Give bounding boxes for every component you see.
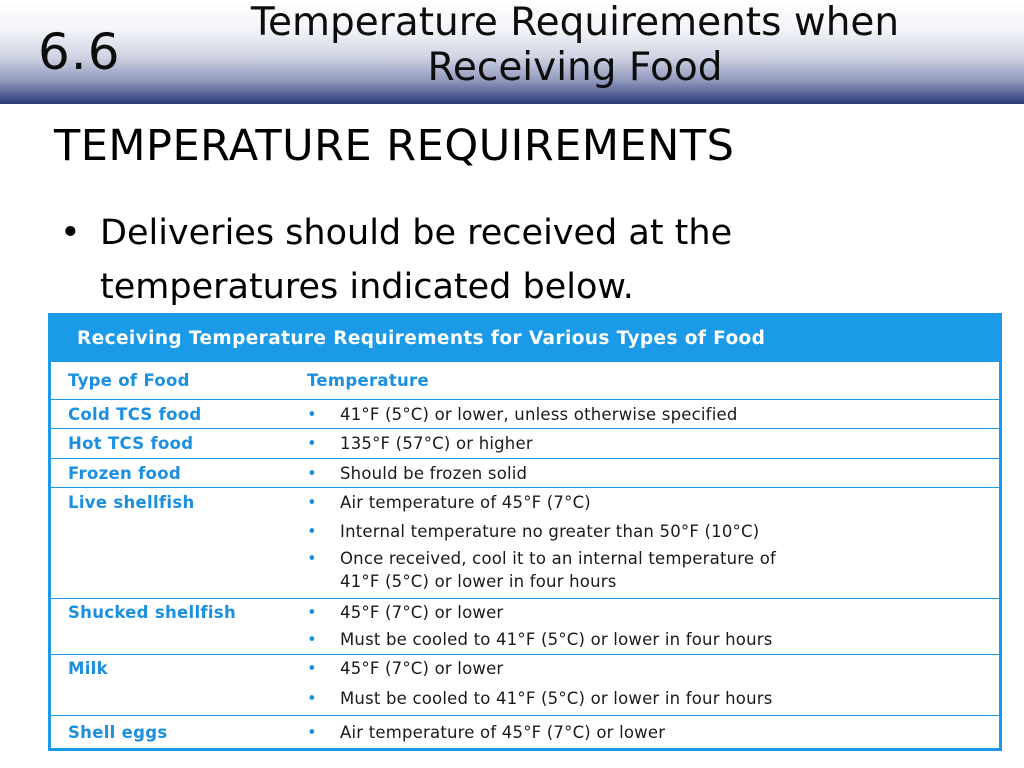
- temperature-cell: [307, 400, 987, 429]
- table-row: [51, 715, 999, 748]
- bullet-icon: •: [307, 522, 317, 541]
- requirement-text: Air temperature of 45°F (7°C) or lower: [340, 723, 666, 742]
- requirement-item: [307, 684, 987, 713]
- table-row: [51, 598, 999, 654]
- requirement-text: 45°F (7°C) or lower: [340, 603, 504, 622]
- bullet-text: [100, 206, 820, 314]
- requirement-item: [307, 626, 987, 653]
- requirement-text: Must be cooled to 41°F (5°C) or lower in four hours: [340, 689, 773, 708]
- requirement-item: [307, 599, 987, 626]
- temperature-table: [48, 313, 1002, 751]
- bullet-icon: •: [307, 464, 317, 483]
- requirement-text: 41°F (5°C) or lower in four hours: [340, 572, 617, 591]
- temperature-cell: [307, 488, 987, 594]
- requirement-item-continued: [307, 570, 987, 594]
- requirement-item: [307, 546, 987, 570]
- temperature-cell: [307, 459, 987, 488]
- bullet-icon: •: [307, 549, 317, 568]
- requirement-text: Should be frozen solid: [340, 464, 528, 483]
- food-type: Milk: [68, 659, 108, 678]
- food-type: Shell eggs: [68, 723, 168, 742]
- food-type: Live shellfish: [68, 493, 195, 512]
- bullet-icon: •: [307, 630, 317, 649]
- requirement-item: [307, 400, 987, 429]
- requirement-item: [307, 716, 987, 749]
- slide-heading: TEMPERATURE REQUIREMENTS: [54, 121, 735, 171]
- bullet-icon: •: [307, 603, 317, 622]
- table-row: [51, 654, 999, 715]
- table-title: Receiving Temperature Requirements for Various Types of Food: [77, 328, 766, 349]
- table-header-row: [51, 362, 999, 399]
- food-type: Frozen food: [68, 464, 181, 483]
- requirement-text: 135°F (57°C) or higher: [340, 434, 533, 453]
- requirement-text: 41°F (5°C) or lower, unless otherwise specified: [340, 405, 738, 424]
- bullet-dot-icon: •: [60, 213, 81, 253]
- temperature-cell: [307, 716, 987, 749]
- table-row: [51, 487, 999, 598]
- temperature-cell: [307, 655, 987, 713]
- column-header-type: Type of Food: [68, 371, 190, 390]
- requirement-text: Internal temperature no greater than 50°F (10°C): [340, 522, 760, 541]
- section-number: 6.6: [38, 23, 121, 81]
- requirement-item: [307, 655, 987, 684]
- bullet-line-1: Deliveries should be received at the: [100, 213, 733, 253]
- temperature-cell: [307, 599, 987, 653]
- requirement-item: [307, 517, 987, 546]
- requirement-text: Once received, cool it to an internal temperature of: [340, 549, 776, 568]
- header-title-line-2: Receiving Food: [427, 45, 723, 90]
- bullet-icon: •: [307, 723, 317, 742]
- table-body: [51, 362, 999, 748]
- food-type: Hot TCS food: [68, 434, 194, 453]
- requirement-text: 45°F (7°C) or lower: [340, 659, 504, 678]
- bullet-icon: •: [307, 659, 317, 678]
- requirement-text: Air temperature of 45°F (7°C): [340, 493, 591, 512]
- bullet-icon: •: [307, 434, 317, 453]
- food-type: Shucked shellfish: [68, 603, 237, 622]
- requirement-text: Must be cooled to 41°F (5°C) or lower in four hours: [340, 630, 773, 649]
- bullet-icon: •: [307, 493, 317, 512]
- requirement-item: [307, 429, 987, 458]
- requirement-item: [307, 459, 987, 488]
- temperature-cell: [307, 429, 987, 458]
- table-row: [51, 458, 999, 487]
- header-title: [180, 0, 970, 90]
- food-type: Cold TCS food: [68, 405, 202, 424]
- requirement-item: [307, 488, 987, 517]
- table-row: [51, 428, 999, 458]
- column-header-temperature: Temperature: [307, 371, 429, 390]
- bullet-line-2: temperatures indicated below.: [100, 267, 634, 307]
- bullet-icon: •: [307, 405, 317, 424]
- slide-header-bar: [0, 0, 1024, 104]
- table-row: [51, 399, 999, 428]
- header-title-line-1: Temperature Requirements when: [250, 0, 900, 45]
- bullet-icon: •: [307, 689, 317, 708]
